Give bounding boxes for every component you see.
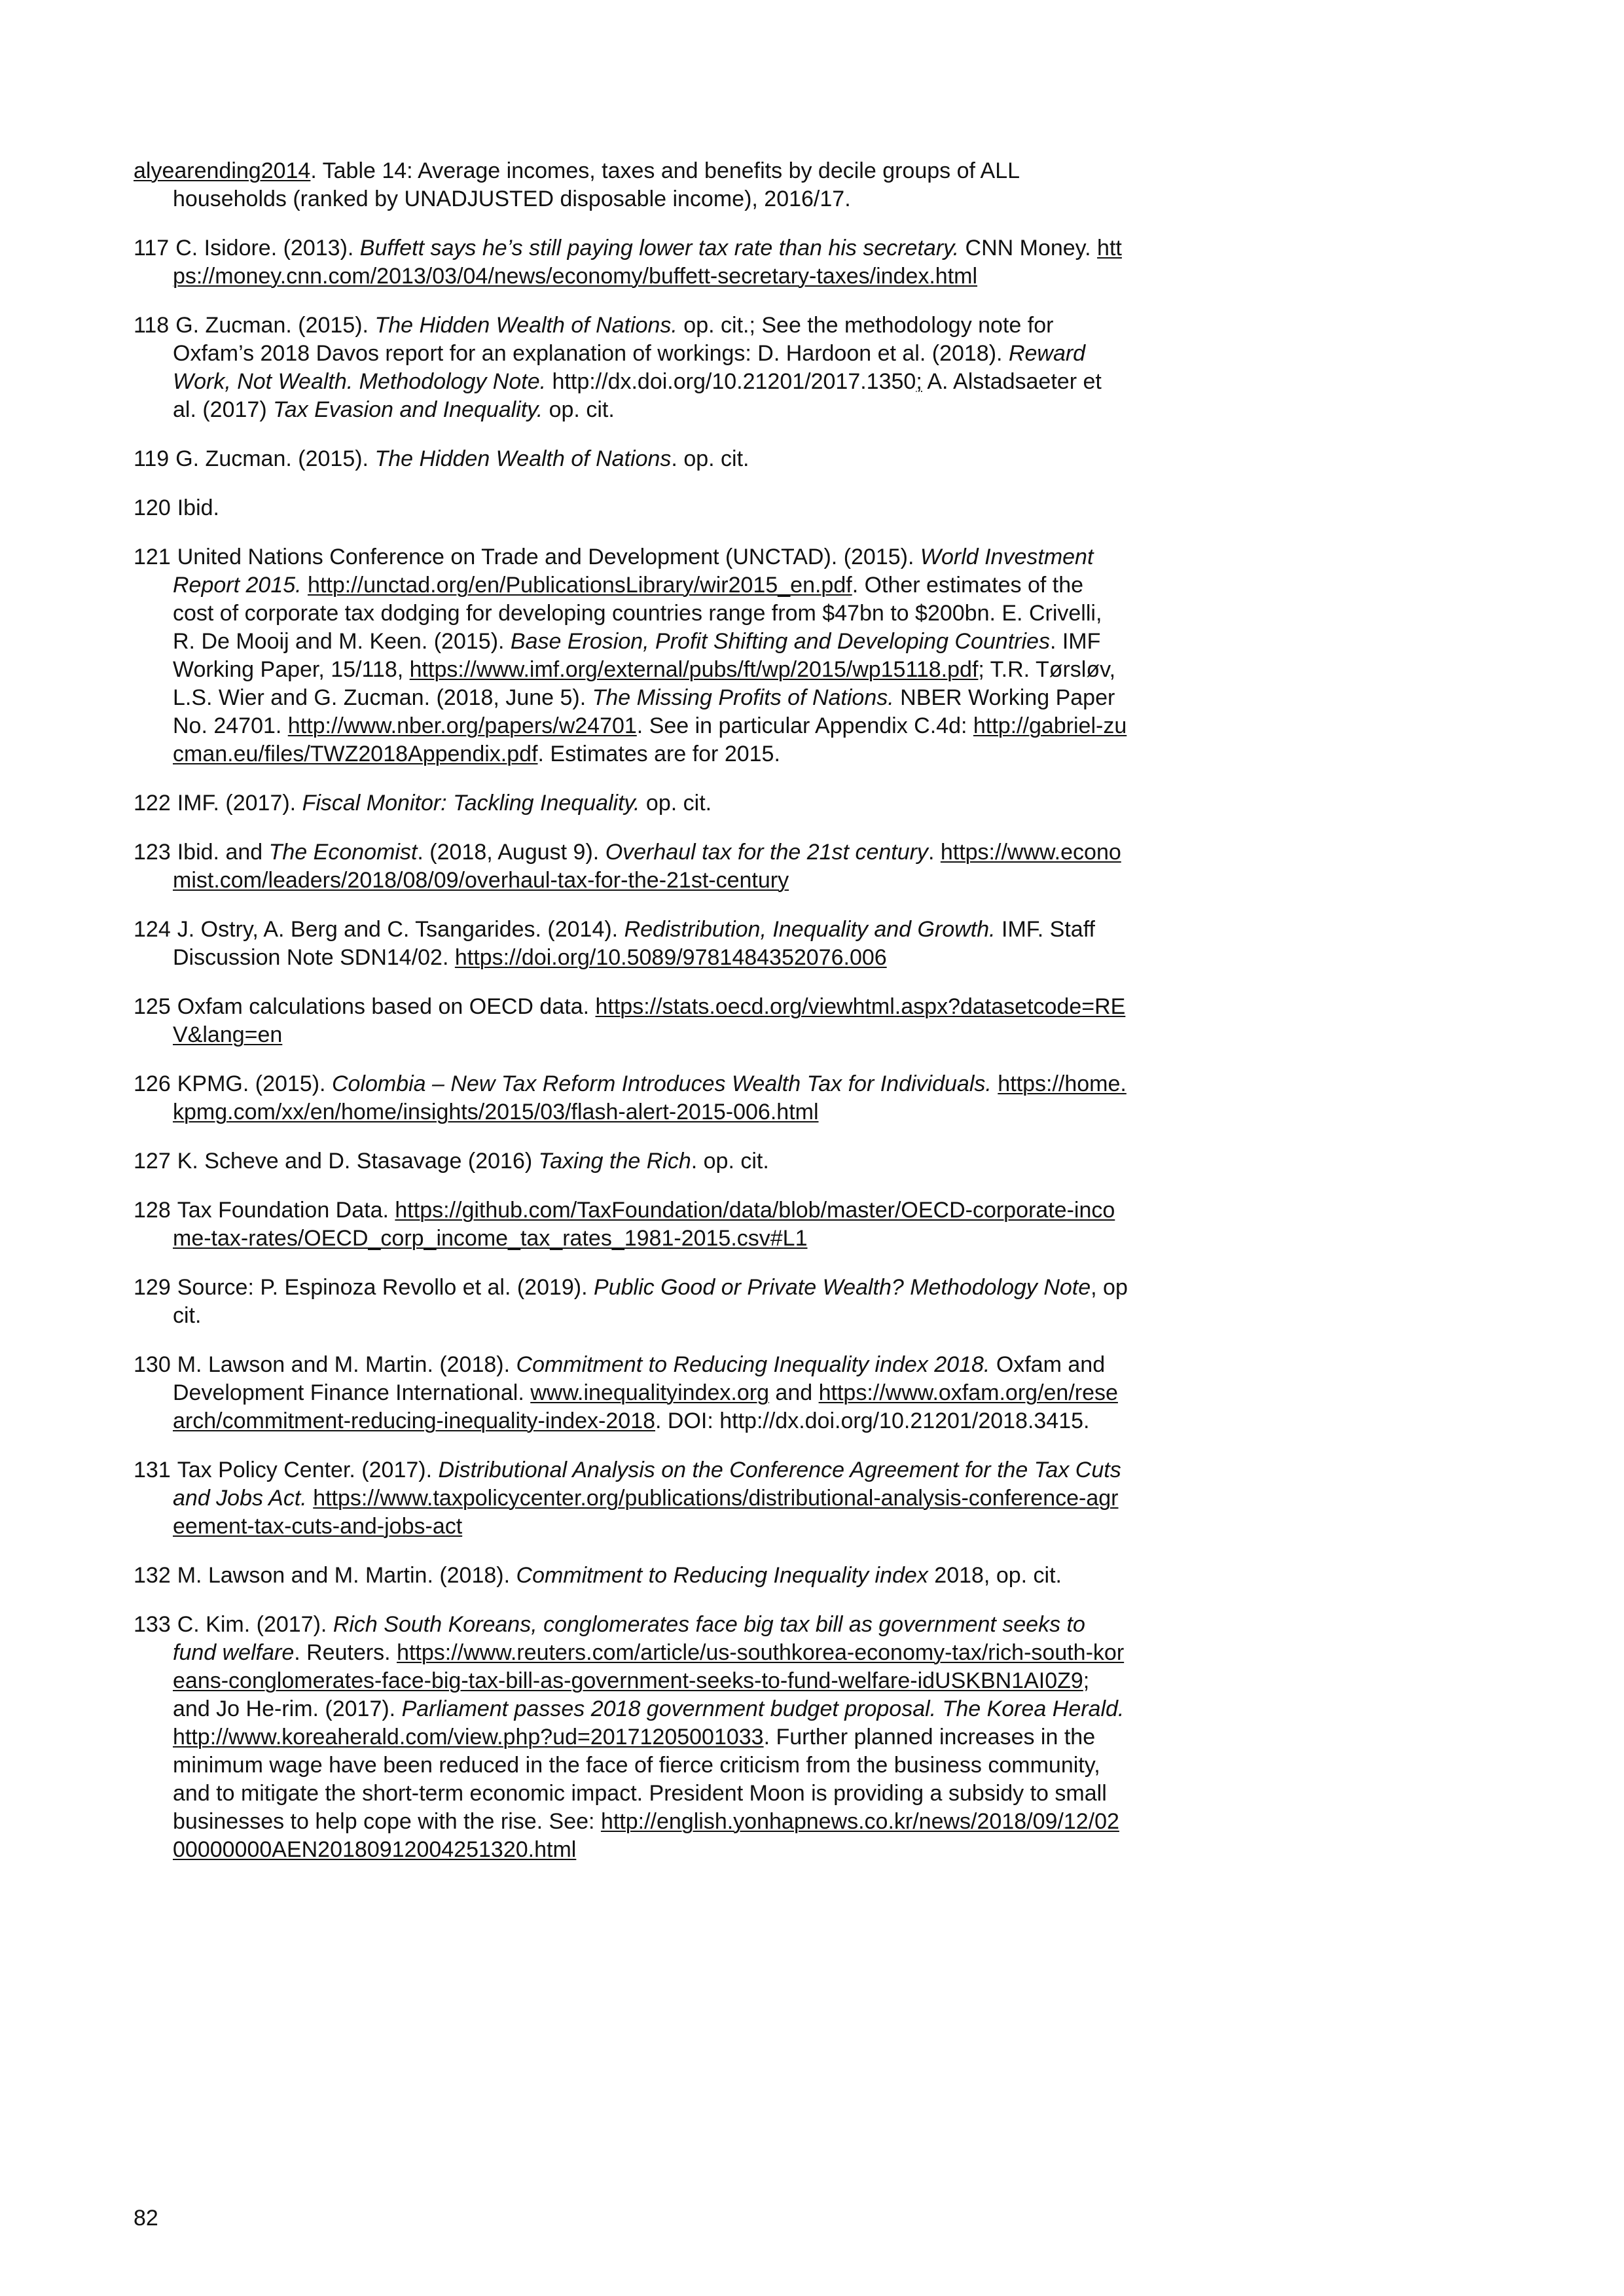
cited-title: World Investment Report 2015. (173, 545, 1094, 598)
reference-link[interactable]: https://www.imf.org/external/pubs/ft/wp/2015/wp15118.pdf (409, 657, 979, 682)
endnote-number: 124 (134, 917, 171, 942)
endnote-number: 128 (134, 1198, 171, 1223)
endnote-125 (134, 993, 1128, 1049)
endnote-text: CNN Money. (959, 236, 1098, 260)
endnote-133 (134, 1611, 1128, 1864)
endnote-number: 121 (134, 545, 171, 569)
endnote-continued (134, 157, 1128, 213)
reference-link[interactable]: http://gabriel-zucman.eu/files/TWZ2018Appendix.pdf (173, 713, 1127, 766)
reference-link[interactable]: http://www.koreaherald.com/view.php?ud=20171205001033 (173, 1725, 764, 1749)
reference-link[interactable]: https://www.taxpolicycenter.org/publications/distributional-analysis-conference-agreement-tax-cuts-and-jobs-act (173, 1486, 1119, 1539)
endnote-text: M. Lawson and M. Martin. (2018). (177, 1563, 516, 1588)
cited-title: Redistribution, Inequality and Growth. (624, 917, 996, 942)
endnote-text: G. Zucman. (2015). (175, 313, 375, 338)
endnote-number: 119 (134, 446, 170, 471)
endnote-text: Ibid. and (177, 840, 269, 865)
endnote-text: . op. cit. (691, 1149, 769, 1174)
cited-title: The Economist (268, 840, 418, 865)
endnote-text: ; and Jo He-rim. (2017). (173, 1668, 1090, 1721)
endnote-text: IMF. (2017). (177, 791, 302, 816)
endnote-text: . (928, 840, 941, 865)
endnote-129 (134, 1274, 1128, 1330)
endnote-text: . Estimates are for 2015. (537, 742, 780, 766)
reference-link[interactable]: https://money.cnn.com/2013/03/04/news/economy/buffett-secretary-taxes/index.html (173, 236, 1122, 289)
endnote-124 (134, 916, 1128, 972)
endnote-number: 118 (134, 313, 170, 338)
endnote-text: . Other estimates of the cost of corporate tax dodging for developing countries range from $47bn to $200bn. E. Crivelli, R. De Mooij and M. Keen. (2015). (173, 573, 1102, 654)
endnote-130 (134, 1351, 1128, 1435)
endnote-text: . (2018, August 9). (417, 840, 605, 865)
endnote-text: C. Kim. (2017). (177, 1612, 333, 1637)
endnote-number: 127 (134, 1149, 171, 1174)
reference-link[interactable]: https://www.oxfam.org/en/research/commitment-reducing-inequality-index-2018 (173, 1380, 1118, 1433)
endnote-text: A. Alstadsaeter et al. (2017) (173, 369, 1102, 422)
endnote-number: 131 (134, 1458, 171, 1482)
cited-title: Commitment to Reducing Inequality index (516, 1563, 928, 1588)
endnote-text: 2018, op. cit. (928, 1563, 1062, 1588)
cited-title: Colombia – New Tax Reform Introduces Wealth Tax for Individuals. (331, 1071, 992, 1096)
endnote-text: United Nations Conference on Trade and Development (UNCTAD). (2015). (177, 545, 920, 569)
endnote-text: . Reuters. (294, 1640, 397, 1665)
endnote-text: . op. cit. (671, 446, 749, 471)
endnote-number: 126 (134, 1071, 171, 1096)
endnote-text: Tax Policy Center. (2017). (177, 1458, 439, 1482)
endnote-text: . DOI: http://dx.doi.org/10.21201/2018.3415. (655, 1408, 1090, 1433)
endnote-text: ; T.R. Tørsløv, L.S. Wier and G. Zucman. (2018, June 5). (173, 657, 1116, 710)
reference-link[interactable]: alyearending2014 (134, 158, 311, 183)
reference-link[interactable]: https://stats.oecd.org/viewhtml.aspx?datasetcode=REV&lang=en (173, 994, 1126, 1047)
endnote-text: http://dx.doi.org/10.21201/2017.1350 (546, 369, 916, 394)
endnote-text (302, 573, 308, 598)
endnote-text: . IMF Working Paper, 15/118, (173, 629, 1101, 682)
cited-title: Base Erosion, Profit Shifting and Developing Countries (510, 629, 1050, 654)
reference-link[interactable]: https://doi.org/10.5089/9781484352076.006 (454, 945, 887, 970)
endnote-121 (134, 543, 1128, 768)
cited-title: Buffett says he’s still paying lower tax rate than his secretary. (359, 236, 960, 260)
reference-link[interactable]: https://github.com/TaxFoundation/data/blob/master/OECD-corporate-income-tax-rates/OECD_corp_income_tax_rates_1981-2015.csv#L1 (173, 1198, 1115, 1251)
reference-link[interactable]: http://unctad.org/en/PublicationsLibrary/wir2015_en.pdf (308, 573, 852, 598)
endnote-number: 123 (134, 840, 171, 865)
cited-title: The Hidden Wealth of Nations (374, 446, 672, 471)
cited-title: Fiscal Monitor: Tackling Inequality. (302, 791, 640, 816)
cited-title: Tax Evasion and Inequality. (273, 397, 543, 422)
endnote-128 (134, 1196, 1128, 1253)
cited-title: Reward Work, Not Wealth. Methodology Note. (173, 341, 1086, 394)
endnotes-list (134, 157, 1128, 1885)
endnote-number: 117 (134, 236, 170, 260)
endnote-text (307, 1486, 313, 1511)
endnote-text: IMF. Staff Discussion Note SDN14/02. (173, 917, 1095, 970)
endnote-text: op. cit. (640, 791, 712, 816)
reference-link[interactable]: https://www.economist.com/leaders/2018/08/09/overhaul-tax-for-the-21st-century (173, 840, 1121, 893)
reference-link[interactable]: https://www.reuters.com/article/us-southkorea-economy-tax/rich-south-koreans-conglomerates-face-big-tax-bill-as-government-seeks-to-fund-welfare-idUSKBN1AI0Z9 (173, 1640, 1125, 1693)
endnote-126 (134, 1070, 1128, 1126)
endnote-text: Oxfam calculations based on OECD data. (177, 994, 596, 1019)
endnote-text: C. Isidore. (2013). (175, 236, 360, 260)
cited-title: Rich South Koreans, conglomerates face big tax bill as government seeks to fund welfare (173, 1612, 1085, 1665)
endnote-text: . Table 14: Average incomes, taxes and benefits by decile groups of ALL households (ranked by UNADJUSTED disposable income), 2016/17. (173, 158, 1019, 211)
reference-link[interactable]: ; (916, 369, 922, 394)
endnote-132 (134, 1562, 1128, 1590)
page-number: 82 (134, 2206, 158, 2231)
endnote-number: 120 (134, 495, 171, 520)
endnote-number: 129 (134, 1275, 171, 1300)
reference-link[interactable]: http://english.yonhapnews.co.kr/news/2018/09/12/0200000000AEN20180912004251320.html (173, 1809, 1119, 1862)
endnote-122 (134, 789, 1128, 817)
endnote-text (992, 1071, 998, 1096)
endnote-text: M. Lawson and M. Martin. (2018). (177, 1352, 516, 1377)
cited-title: The Missing Profits of Nations. (592, 685, 894, 710)
endnote-131 (134, 1456, 1128, 1541)
endnote-text: K. Scheve and D. Stasavage (2016) (177, 1149, 539, 1174)
cited-title: Taxing the Rich (538, 1149, 691, 1174)
endnote-120 (134, 494, 1128, 522)
endnote-text: NBER Working Paper No. 24701. (173, 685, 1115, 738)
endnote-text: , op cit. (173, 1275, 1128, 1328)
endnote-text: op. cit. (543, 397, 615, 422)
endnote-text: Source: P. Espinoza Revollo et al. (2019). (177, 1275, 594, 1300)
endnote-number: 130 (134, 1352, 171, 1377)
endnote-text: Tax Foundation Data. (177, 1198, 395, 1223)
endnote-119 (134, 445, 1128, 473)
endnote-text: G. Zucman. (2015). (175, 446, 375, 471)
endnote-123 (134, 838, 1128, 895)
endnote-127 (134, 1147, 1128, 1175)
endnote-text: Ibid. (177, 495, 219, 520)
reference-link[interactable]: www.inequalityindex.org (530, 1380, 769, 1405)
endnote-number: 125 (134, 994, 171, 1019)
endnote-text: J. Ostry, A. Berg and C. Tsangarides. (2014). (177, 917, 624, 942)
endnote-text: and (768, 1380, 819, 1405)
endnote-118 (134, 312, 1128, 424)
endnote-text: Oxfam and Development Finance International. (173, 1352, 1106, 1405)
cited-title: The Hidden Wealth of Nations. (374, 313, 677, 338)
endnote-text: . Further planned increases in the minimum wage have been reduced in the face of fierce criticism from the business community, and to mitigate the short-term economic impact. President Moon is providing a subsidy to small businesses to help cope with the rise. See: (173, 1725, 1107, 1834)
endnote-number: 122 (134, 791, 171, 816)
cited-title: Parliament passes 2018 government budget proposal. The Korea Herald. (401, 1696, 1125, 1721)
endnote-number: 133 (134, 1612, 171, 1637)
reference-link[interactable]: http://www.nber.org/papers/w24701 (287, 713, 637, 738)
cited-title: Distributional Analysis on the Conference Agreement for the Tax Cuts and Jobs Act. (173, 1458, 1121, 1511)
endnote-117 (134, 234, 1128, 291)
endnote-number: 132 (134, 1563, 171, 1588)
endnote-text: . See in particular Appendix C.4d: (636, 713, 973, 738)
reference-link[interactable]: https://home.kpmg.com/xx/en/home/insights/2015/03/flash-alert-2015-006.html (173, 1071, 1127, 1124)
endnote-text: KPMG. (2015). (177, 1071, 332, 1096)
cited-title: Overhaul tax for the 21st century (605, 840, 928, 865)
cited-title: Commitment to Reducing Inequality index 2018. (516, 1352, 990, 1377)
cited-title: Public Good or Private Wealth? Methodology Note (594, 1275, 1091, 1300)
endnote-text: op. cit.; See the methodology note for Oxfam’s 2018 Davos report for an explanation of workings: D. Hardoon et al. (2018). (173, 313, 1054, 366)
